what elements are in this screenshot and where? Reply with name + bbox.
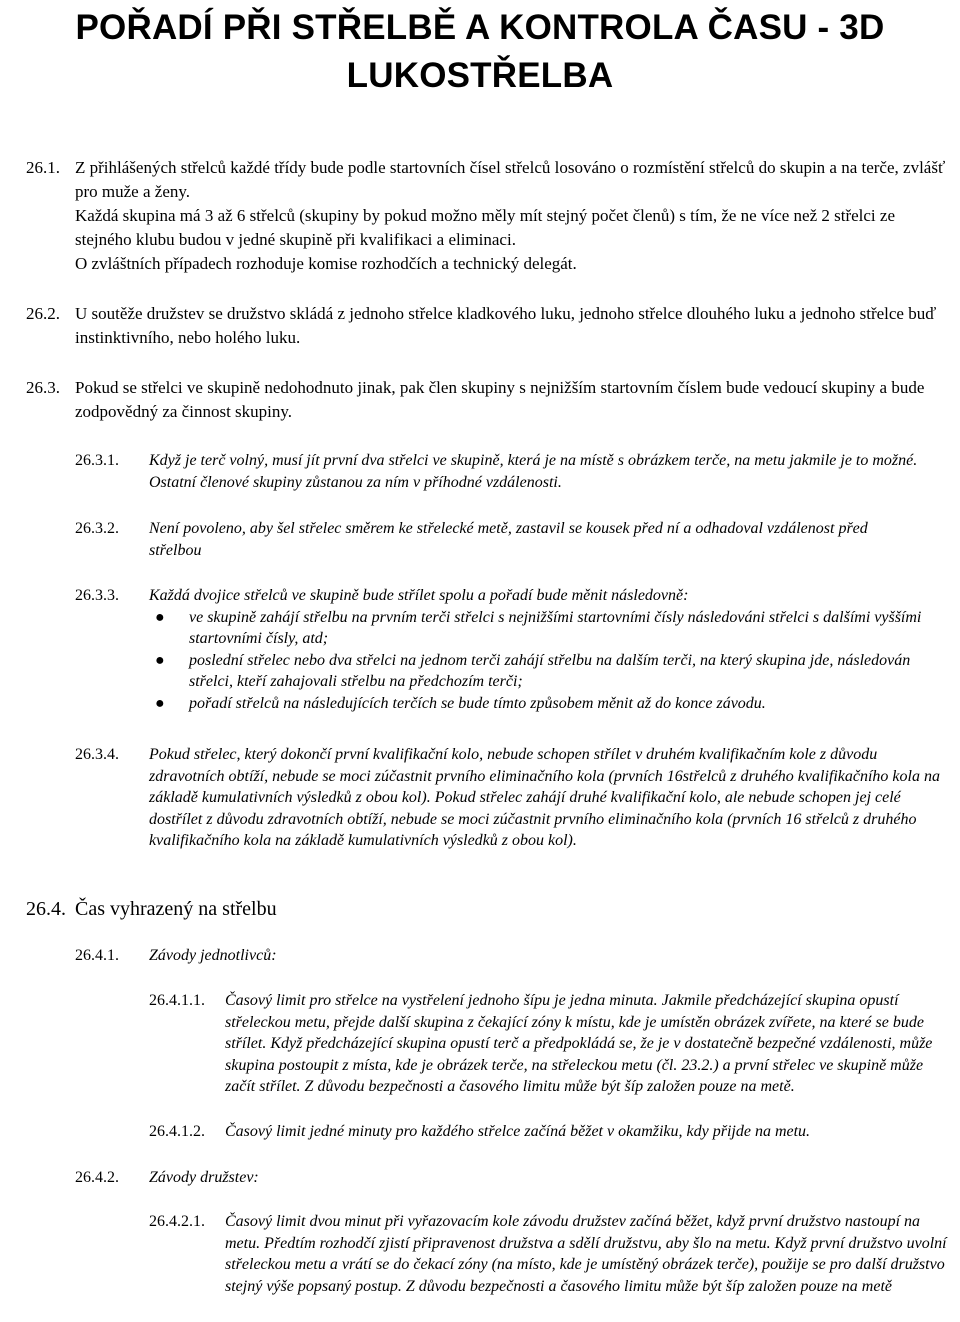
bullet-list [149,607,957,715]
section-number: 26.4.2.1. [149,1213,205,1230]
section-26-4-2-1: Časový limit dvou minut při vyřazovacím kole závodu družstev začíná běžet, když první družstvo nastoupí na metu. Předtím rozhodčí zjistí připravenost družstva a sdělí družstvu, aby šlo na metu. Když první družstvo uvolní střeleckou metu a vrátí se do čekací zóny (na místo, kde je umístěný obrázek terče), použije se pro další družstvo stejný výše popsaný postup. Z důvodu bezpečnosti a časového limitu může být šíp založen pouze na metě [225,1213,947,1295]
section-number: 26.4.1. [75,947,119,964]
bullet-dot-icon: ● [155,608,165,626]
section-number: 26.4.2. [75,1169,119,1186]
section-26-1 [75,156,955,276]
paragraph: Z přihlášených střelců každé třídy bude podle startovních čísel střelců losováno o rozmístění střelců do skupin a na terče, zvlášť pro muže a ženy. [75,158,946,201]
subsection-heading: Závody jednotlivců: [149,947,277,964]
section-number: 26.3.4. [75,746,119,763]
paragraph: Každá dvojice střelců ve skupině bude střílet spolu a pořadí bude měnit následovně: [149,587,689,604]
section-number: 26.3.1. [75,452,119,469]
section-number: 26.4.1.2. [149,1123,205,1140]
list-item [149,650,957,693]
section-26-4-1-2: Časový limit jedné minuty pro každého střelce začíná běžet v okamžiku, kdy přijde na metu. [225,1123,811,1140]
section-26-3-2: Není povoleno, aby šel střelec směrem ke střelecké metě, zastavil se kousek před ní a odhadoval vzdálenost před střelbou [149,520,868,559]
section-26-3-1: Když je terč volný, musí jít první dva střelci ve skupině, která je na místě s obrázkem terče, na metu jakmile je to možné. Ostatní členové skupiny zůstanou za ním v příhodné vzdálenosti. [149,452,918,491]
list-item-text: pořadí střelců na následujících terčích se bude tímto způsobem měnit až do konce závodu. [189,694,766,712]
section-number: 26.3.3. [75,587,119,604]
section-26-4-1-1: Časový limit pro střelce na vystřelení jednoho šípu je jedna minuta. Jakmile předcházející skupina opustí střeleckou metu, přejde další skupina z čekající zóny k místu, kde je umístěn obrázek zvířete, na které se bude střílet. Když předcházející skupina opustí terč a předpokládá se, že je v dostatečně bezpečné vzdálenosti, může skupina postoupit z místa, kde je obrázek terče, na střeleckou metu (čl. 23.2.) a první střelec ve skupině může začít střílet. Z důvodu bezpečnosti a časového limitu může být šíp založen pouze na metě. [225,992,933,1095]
section-number: 26.2. [26,304,60,323]
section-26-3-4: Pokud střelec, který dokončí první kvalifikační kolo, nebude schopen střílet v druhém kvalifikačním kole z důvodu zdravotních obtíží, nebude se moci zúčastnit prvního eliminačního kola (prvních 16střelců z druhého kvalifikačního kola na základě kumulativních výsledků z obou kol). Pokud střelec zahájí druhé kvalifikační kolo, ale nebude schopen jej celé dostřílet z důvodu zdravotních obtíží, nebude se moci zúčastnit prvního eliminačního kola (prvních 16 střelců z druhého kvalifikačního kola na základě kumulativních výsledků z obou kol). [149,746,940,849]
paragraph: Každá skupina má 3 až 6 střelců (skupiny by pokud možno měly mít stejný počet členů) s tím, že ne více než 2 střelci ze stejného klubu budou v jedné skupině při kvalifikaci a eliminaci. [75,206,896,249]
section-number: 26.4.1.1. [149,992,205,1009]
list-item-text: ve skupině zahájí střelbu na prvním terči střelci s nejnižšími startovními čísly následováni střelci s dalšími vyššími startovními čísly, atd; [189,608,922,647]
bullet-dot-icon: ● [155,651,165,669]
section-heading: Čas vyhrazený na střelbu [75,898,277,920]
bullet-dot-icon: ● [155,694,165,712]
page-title: POŘADÍ PŘI STŘELBĚ A KONTROLA ČASU - 3D LUKOSTŘELBA [75,8,885,95]
section-number: 26.1. [26,158,60,177]
paragraph: O zvláštních případech rozhoduje komise rozhodčích a technický delegát. [75,254,577,273]
subsection-heading: Závody družstev: [149,1169,259,1186]
section-number: 26.4. [26,898,66,920]
section-26-2: U soutěže družstev se družstvo skládá z jednoho střelce kladkového luku, jednoho střelce dlouhého luku a jednoho střelce buď instinktivního, nebo holého luku. [75,304,937,347]
section-number: 26.3.2. [75,520,119,537]
section-number: 26.3. [26,378,60,397]
list-item [149,607,957,650]
list-item [149,693,957,715]
section-26-3-3 [149,585,957,714]
section-26-3: Pokud se střelci ve skupině nedohodnuto jinak, pak člen skupiny s nejnižším startovním číslem bude vedoucí skupiny a bude zodpovědný za činnost skupiny. [75,378,925,421]
list-item-text: poslední střelec nebo dva střelci na jednom terči zahájí střelbu na dalším terči, na který skupina jde, následován střelci, kteří zahajovali střelbu na předchozím terči; [189,651,911,690]
